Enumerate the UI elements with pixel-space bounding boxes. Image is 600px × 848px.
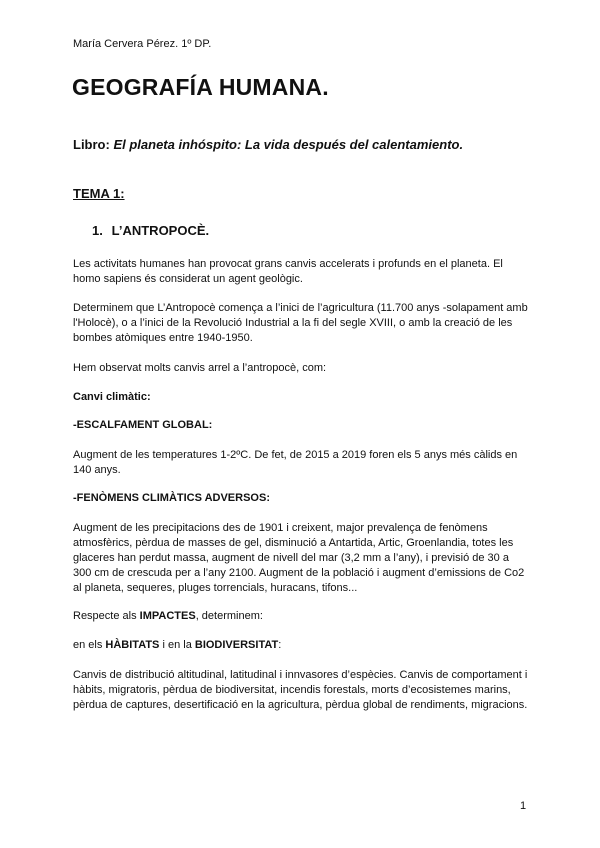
habitats-middle: i en la	[159, 639, 195, 651]
author-header: María Cervera Pérez. 1º DP.	[73, 38, 212, 50]
section-heading	[92, 223, 209, 238]
heading-escalfament: -ESCALFAMENT GLOBAL:	[73, 419, 213, 431]
paragraph-canvis-distribucio: Canvis de distribució altitudinal, latitudinal i innvasores d’espècies. Canvis de comportament i hàbits, migratoris, pèrdua de biodiversitat, incendis forestals, morts d’ecosistemes marins, pèrdua de captures, desertificació en la agricultura, pèrdua global de rendiments, migracions.	[73, 669, 528, 711]
tema-heading: TEMA 1:	[73, 186, 125, 201]
impactes-bold: IMPACTES	[139, 610, 196, 622]
impactes-prefix: Respecte als	[73, 610, 140, 622]
book-reference	[73, 137, 463, 152]
section-number: 1.	[92, 223, 103, 238]
paragraph-fenomens: Augment de les precipitacions des de 1901 i creixent, major prevalença de fenòmens atmosfèrics, pèrdua de masses de gel, disminució a Antartida, Artic, Groenlandia, totes les glaceres han perdut massa, augment de nivell del mar (3,2 mm a l’any), i previsió de 30 a 300 cm de crescuda per a l’any 2100. Augment de la població i augment d’emissions de Co2 al planeta, sequeres, pluges torrencials, huracans, tifons...	[73, 522, 525, 594]
section-title: L’ANTROPOCÈ.	[111, 223, 210, 238]
habitats-bold: HÀBITATS	[105, 639, 160, 651]
paragraph-habitats	[73, 638, 528, 653]
heading-fenomens: -FENÒMENS CLIMÀTICS ADVERSOS:	[73, 492, 270, 504]
page-number: 1	[520, 800, 527, 812]
page-title: GEOGRAFÍA HUMANA.	[72, 74, 329, 100]
paragraph-canvis: Hem observat molts canvis arrel a l’antropocè, com:	[73, 362, 327, 374]
habitats-suffix: :	[278, 639, 282, 651]
paragraph-escalfament: Augment de les temperatures 1-2ºC. De fet, de 2015 a 2019 foren els 5 anys més càlids en 140 anys.	[73, 449, 518, 476]
biodiversitat-bold: BIODIVERSITAT	[194, 639, 279, 651]
book-label: Libro:	[73, 137, 110, 152]
habitats-prefix: en els	[73, 639, 106, 651]
impactes-suffix: , determinem:	[195, 610, 263, 622]
book-name: El planeta inhóspito: La vida después del calentamiento.	[113, 137, 464, 152]
paragraph-intro: Les activitats humanes han provocat grans canvis accelerats i profunds en el planeta. El homo sapiens és considerat un agent geològic.	[73, 258, 503, 285]
heading-canvi-climatic: Canvi climàtic:	[73, 391, 151, 403]
paragraph-impactes	[73, 609, 528, 624]
paragraph-antropoce: Determinem que L’Antropocè comença a l’inici de l’agricultura (11.700 anys -solapament amb l'Holocè), o a l’inici de la Revolució Industrial a la fi del segle XVIII, o amb la creació de les bombes atòmiques entre 1940-1950.	[73, 302, 528, 344]
